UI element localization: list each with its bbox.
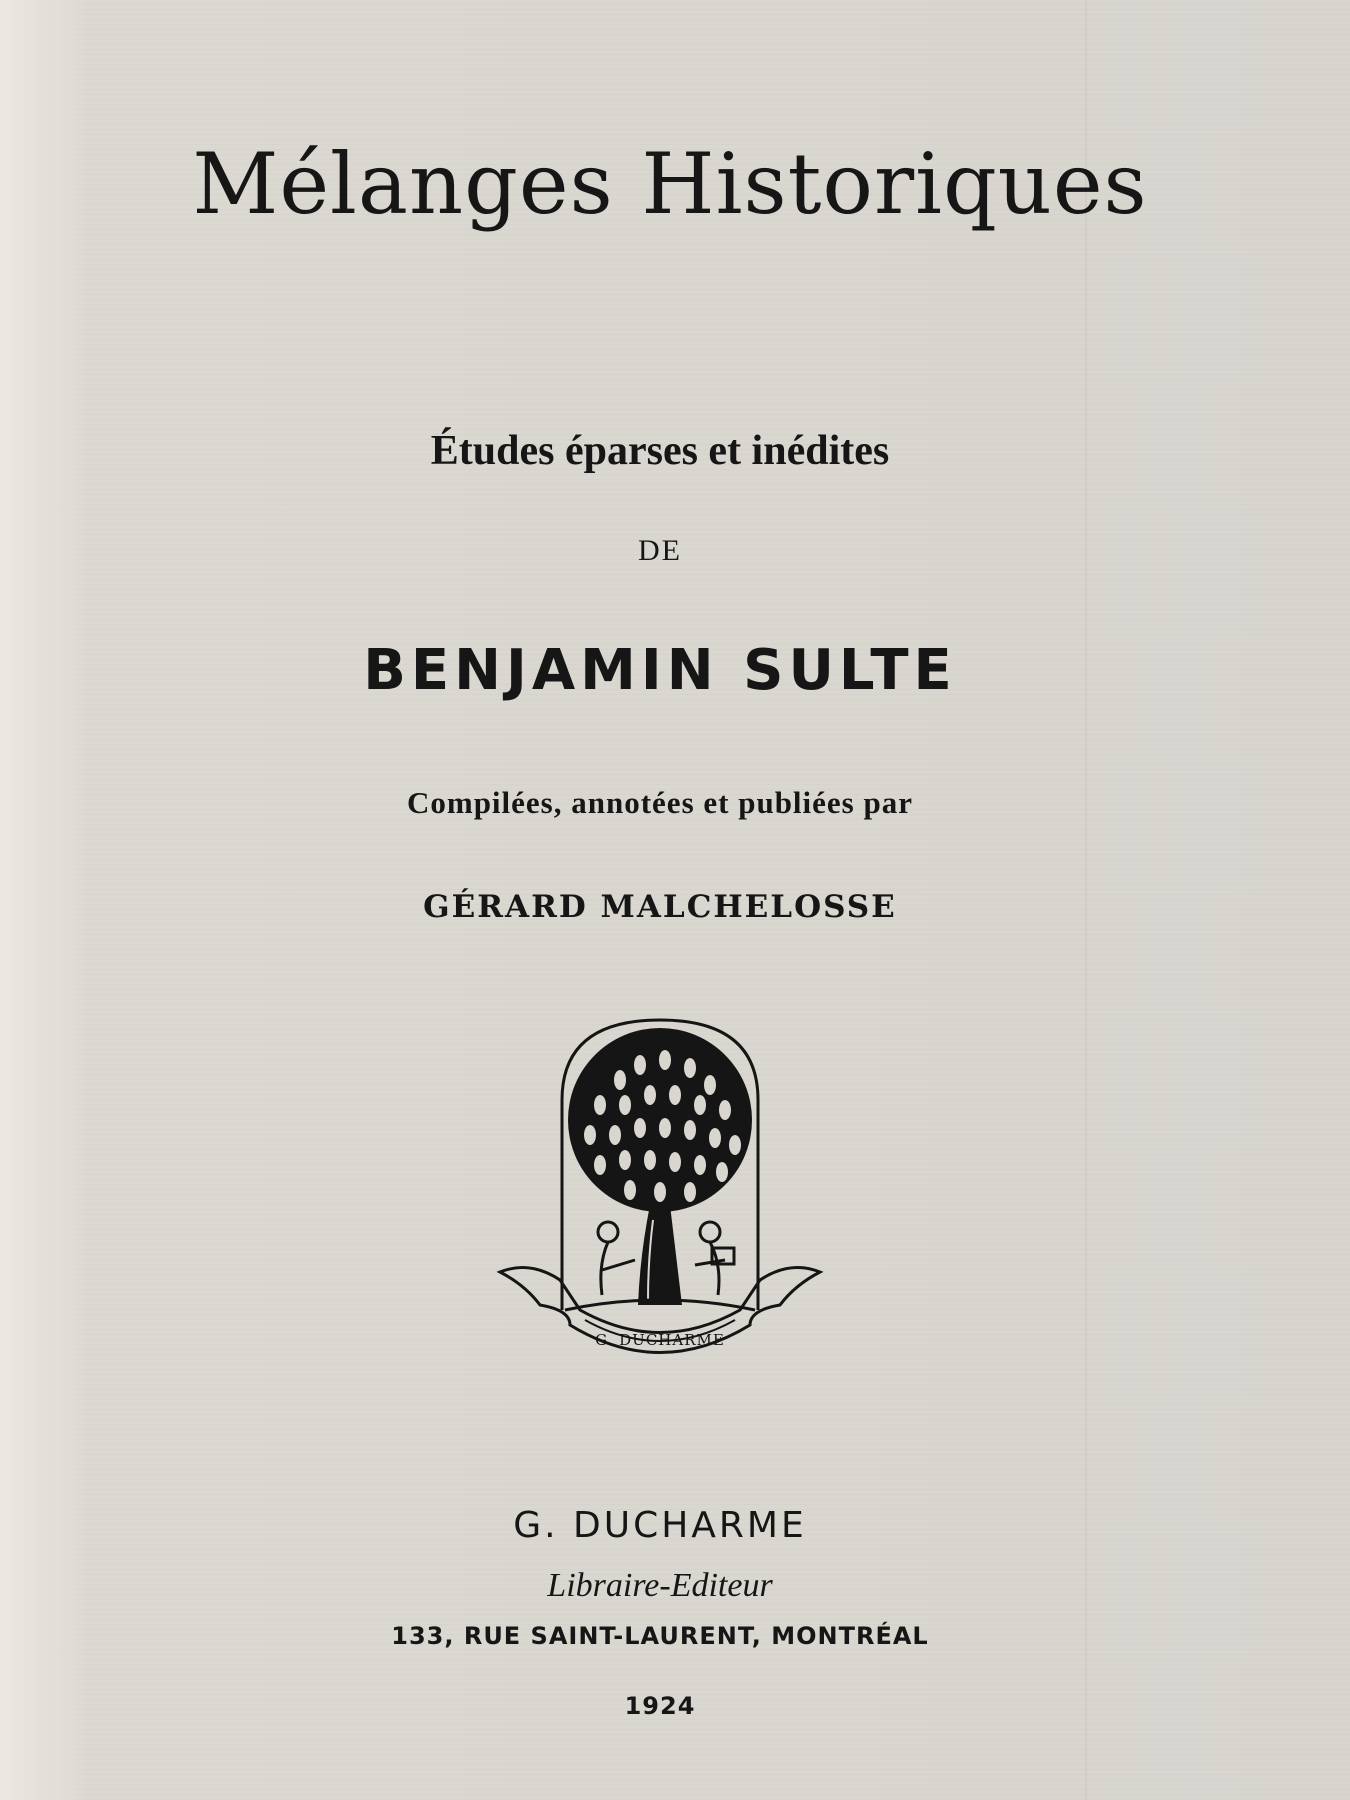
editor-name: GÉRARD MALCHELOSSE <box>423 889 897 925</box>
publication-year: 1924 <box>624 1692 696 1720</box>
by-word: DE <box>638 534 682 567</box>
author-name: BENJAMIN SULTE <box>363 638 957 703</box>
compiled-by-line: Compilées, annotées et publiées par <box>406 785 913 820</box>
tree-emblem-icon <box>490 1010 830 1370</box>
book-title: Mélanges Historiques <box>192 135 1148 233</box>
publisher-name: G. DUCHARME <box>513 1505 807 1546</box>
publisher-role: Libraire-Editeur <box>547 1567 773 1604</box>
emblem-banner-text: G. DUCHARME <box>595 1331 725 1349</box>
book-subtitle: Études éparses et inédites <box>430 428 890 474</box>
publisher-address: 133, RUE SAINT-LAURENT, MONTRÉAL <box>391 1622 929 1650</box>
